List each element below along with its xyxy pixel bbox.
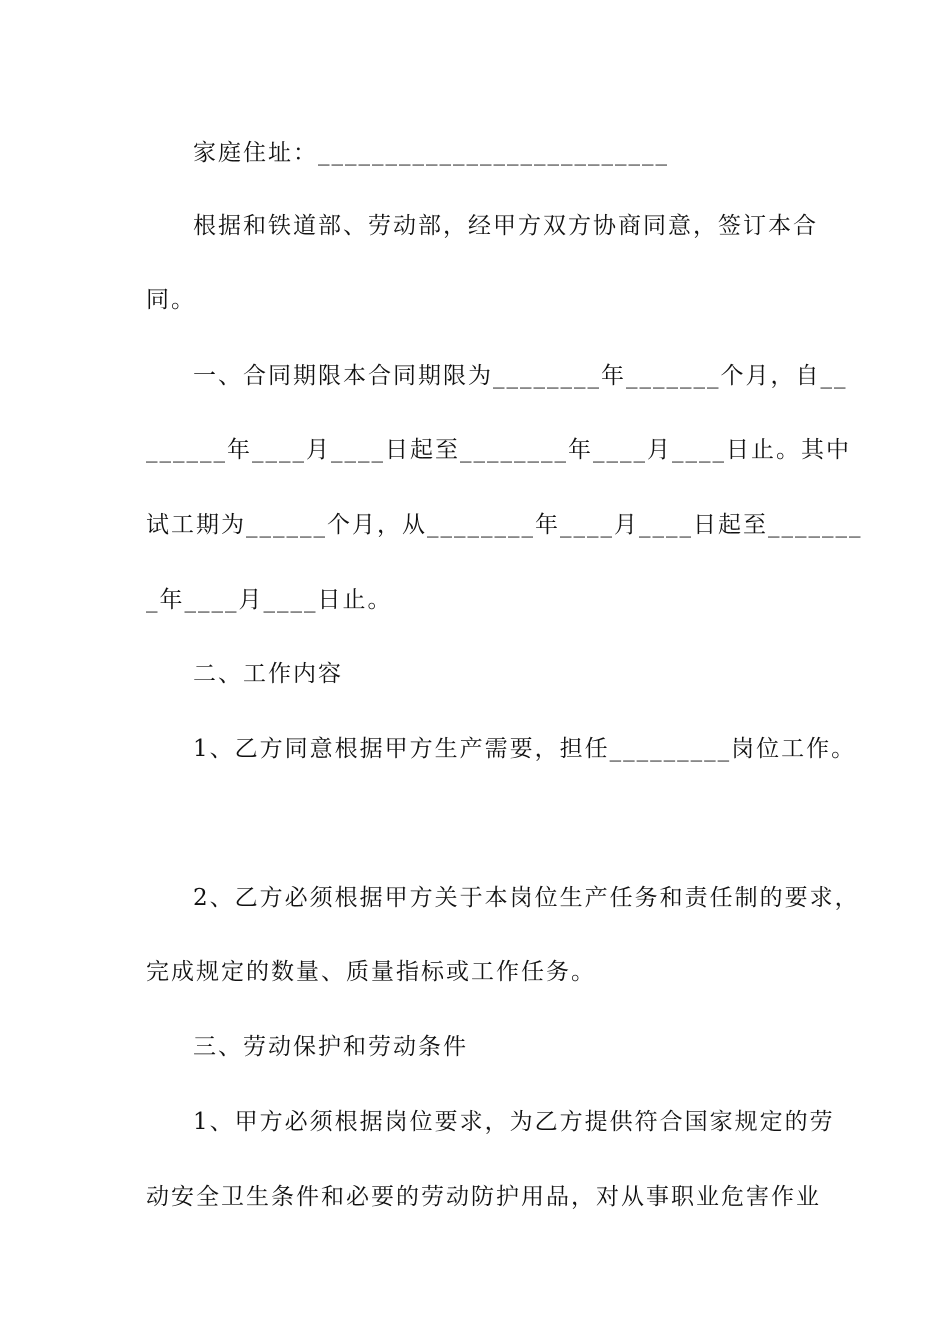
section-1-line-4: _年____月____日止。: [146, 587, 393, 613]
section-2-heading: 二、工作内容: [193, 661, 343, 687]
section-3-item-1-line-1: 1、甲方必须根据岗位要求，为乙方提供符合国家规定的劳: [193, 1109, 835, 1135]
paragraph-intro-line-2: 同。: [146, 287, 196, 313]
section-1-line-2: ______年____月____日起至________年____月____日止。其中: [146, 437, 851, 463]
section-3-item-1-line-2: 动安全卫生条件和必要的劳动防护用品，对从事职业危害作业: [146, 1184, 821, 1210]
address-line: 家庭住址：__________________________: [193, 140, 669, 166]
paragraph-intro-line-1: 根据和铁道部、劳动部，经甲方双方协商同意，签订本合: [193, 213, 818, 239]
section-2-item-1: 1、乙方同意根据甲方生产需要，担任_________岗位工作。: [193, 736, 857, 762]
section-2-item-2-line-2: 完成规定的数量、质量指标或工作任务。: [146, 959, 596, 985]
section-1-line-3: 试工期为______个月，从________年____月____日起至_______: [146, 512, 863, 538]
section-2-item-2-line-1: 2、乙方必须根据甲方关于本岗位生产任务和责任制的要求，: [193, 885, 860, 911]
section-1-line-1: 一、合同期限本合同期限为________年_______个月，自__: [193, 363, 848, 389]
section-3-heading: 三、劳动保护和劳动条件: [193, 1034, 468, 1060]
